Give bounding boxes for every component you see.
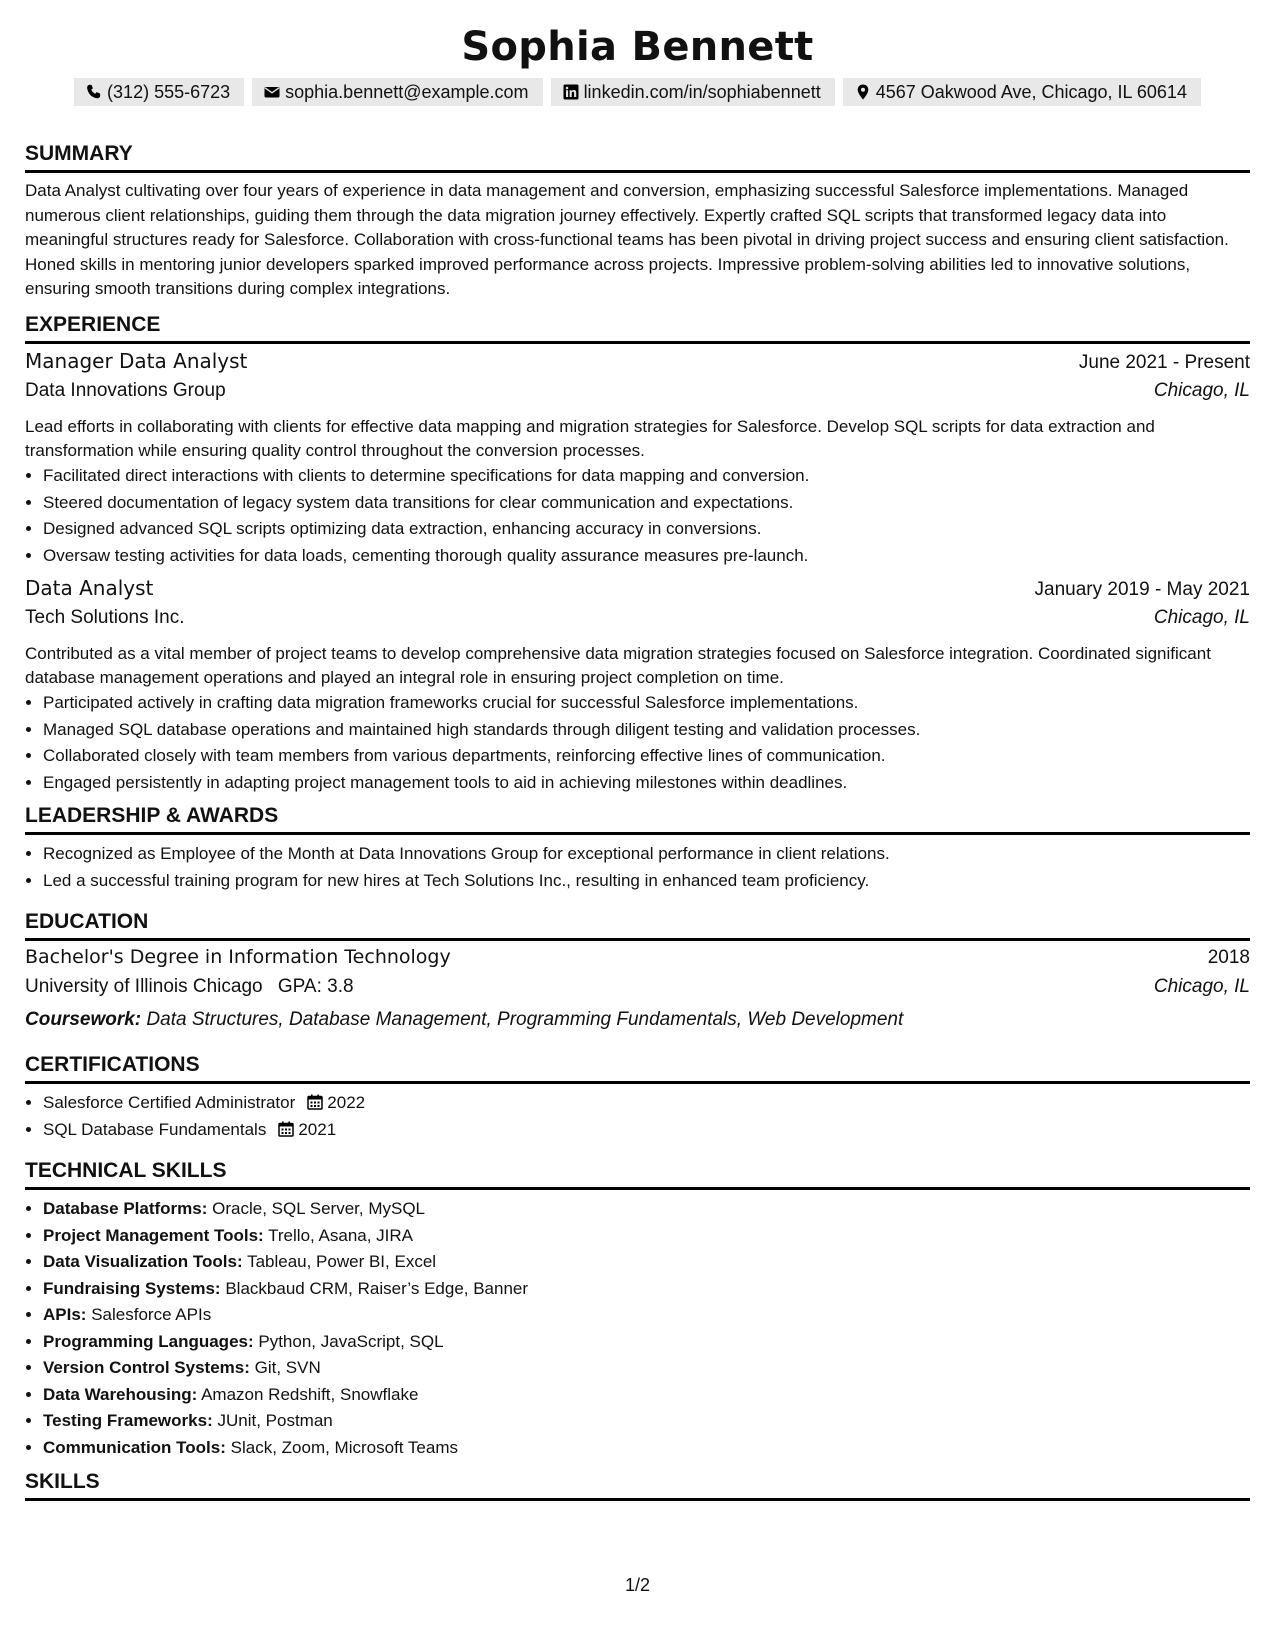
phone-icon bbox=[86, 84, 102, 100]
certification-year: 2022 bbox=[327, 1093, 366, 1112]
skill-category: Testing Frameworks: bbox=[43, 1411, 213, 1430]
list-item: • Collaborated closely with team members from various departments, reinforcing effective lines of communication. bbox=[43, 743, 1250, 770]
contact-address-text: 4567 Oakwood Ave, Chicago, IL 60614 bbox=[875, 81, 1187, 102]
contact-email-text[interactable]: sophia.bennett@example.com bbox=[285, 81, 529, 102]
contact-address bbox=[843, 78, 1201, 106]
education-heading: EDUCATION bbox=[25, 907, 1250, 941]
skill-category: Data Warehousing: bbox=[43, 1384, 198, 1404]
list-item bbox=[43, 1382, 1250, 1409]
certification-name: Salesforce Certified Administrator bbox=[43, 1093, 296, 1112]
contact-linkedin-text[interactable]: linkedin.com/in/sophiabennett bbox=[583, 81, 821, 102]
skill-category: Database Platforms: bbox=[43, 1199, 208, 1218]
skill-category: Data Visualization Tools: bbox=[43, 1252, 243, 1271]
list-item: • Designed advanced SQL scripts optimizing data extraction, enhancing accuracy in conversions. bbox=[43, 516, 1250, 543]
job-dates: June 2021 - Present bbox=[1078, 352, 1250, 373]
candidate-name: Sophia Bennett bbox=[461, 24, 814, 70]
contact-bar bbox=[25, 78, 1250, 108]
skill-category: Project Management Tools: bbox=[43, 1225, 264, 1245]
skill-values: Git, SVN bbox=[254, 1358, 321, 1377]
envelope-icon bbox=[264, 84, 280, 100]
skill-values: Amazon Redshift, Snowflake bbox=[201, 1384, 419, 1404]
experience-section bbox=[25, 310, 1250, 796]
page-number: 1/2 bbox=[624, 1575, 651, 1595]
skills-section bbox=[25, 1467, 1250, 1501]
job-title: Manager Data Analyst bbox=[25, 349, 248, 373]
summary-section bbox=[25, 139, 1250, 302]
skill-category: Programming Languages: bbox=[43, 1331, 254, 1351]
skill-values: Slack, Zoom, Microsoft Teams bbox=[230, 1437, 458, 1457]
certifications-section bbox=[25, 1050, 1250, 1143]
skill-values: JUnit, Postman bbox=[217, 1411, 333, 1430]
technical-skills-heading: TECHNICAL SKILLS bbox=[25, 1156, 1250, 1190]
list-item: • Led a successful training program for new hires at Tech Solutions Inc., resulting in enhanced team proficiency. bbox=[43, 868, 1250, 895]
job-entry bbox=[25, 576, 1250, 796]
contact-phone bbox=[74, 78, 244, 106]
list-item bbox=[43, 1090, 1250, 1117]
contact-email bbox=[252, 78, 542, 106]
skill-values: Python, JavaScript, SQL bbox=[258, 1331, 444, 1351]
technical-skills-section bbox=[25, 1156, 1250, 1461]
awards-section bbox=[25, 801, 1250, 894]
awards-list bbox=[25, 841, 1250, 894]
list-item: • Recognized as Employee of the Month at Data Innovations Group for exceptional performance in client relations. bbox=[43, 841, 1250, 868]
list-item: • Managed SQL database operations and maintained high standards through diligent testing and validation processes. bbox=[43, 717, 1250, 744]
list-item bbox=[43, 1302, 1250, 1329]
list-item bbox=[43, 1329, 1250, 1356]
list-item bbox=[43, 1249, 1250, 1276]
list-item bbox=[43, 1435, 1250, 1462]
contact-phone-text[interactable]: (312) 555-6723 bbox=[107, 81, 231, 102]
job-location: Chicago, IL bbox=[1153, 607, 1250, 628]
certification-year: 2021 bbox=[298, 1119, 337, 1139]
list-item bbox=[43, 1117, 1250, 1144]
skills-heading: SKILLS bbox=[25, 1467, 1250, 1501]
map-marker-icon bbox=[855, 84, 871, 100]
job-dates: January 2019 - May 2021 bbox=[1034, 579, 1250, 600]
skill-values: Trello, Asana, JIRA bbox=[268, 1225, 414, 1245]
linkedin-icon bbox=[563, 84, 579, 100]
job-location: Chicago, IL bbox=[1153, 380, 1250, 401]
awards-heading: LEADERSHIP & AWARDS bbox=[25, 801, 1250, 835]
certifications-heading: CERTIFICATIONS bbox=[25, 1050, 1250, 1084]
coursework bbox=[25, 1005, 1250, 1035]
list-item bbox=[43, 1196, 1250, 1223]
job-entry bbox=[25, 349, 1250, 569]
job-company: Tech Solutions Inc. bbox=[25, 607, 185, 628]
skill-values: Tableau, Power BI, Excel bbox=[247, 1252, 437, 1271]
skill-values: Salesforce APIs bbox=[91, 1305, 212, 1324]
gpa: GPA: 3.8 bbox=[277, 976, 354, 997]
list-item bbox=[43, 1276, 1250, 1303]
list-item bbox=[43, 1408, 1250, 1435]
job-description: Lead efforts in collaborating with clients for effective data mapping and migration strategies for Salesforce. Develop SQL scripts for data extraction and transformation while ensuring quality control throughout the conversion processes. bbox=[25, 417, 1155, 460]
job-title: Data Analyst bbox=[25, 576, 154, 600]
contact-linkedin bbox=[551, 78, 835, 106]
skill-values: Oracle, SQL Server, MySQL bbox=[212, 1199, 426, 1218]
resume-page bbox=[25, 0, 1250, 1493]
calendar-icon bbox=[307, 1092, 323, 1108]
job-bullets bbox=[25, 690, 1250, 796]
calendar-icon bbox=[278, 1119, 294, 1135]
skill-category: Version Control Systems: bbox=[43, 1358, 250, 1377]
skill-category: Fundraising Systems: bbox=[43, 1278, 221, 1298]
list-item: • Engaged persistently in adapting project management tools to aid in achieving milestones within deadlines. bbox=[43, 770, 1250, 797]
experience-heading: EXPERIENCE bbox=[25, 310, 1250, 344]
job-company: Data Innovations Group bbox=[25, 380, 226, 401]
list-item bbox=[43, 1223, 1250, 1250]
job-description: Contributed as a vital member of project teams to develop comprehensive data migration strategies focused on Salesforce integration. Coordinated significant database management operations and played an integral role in ensuring project completion on time. bbox=[25, 644, 1211, 687]
technical-skills-list bbox=[25, 1196, 1250, 1461]
degree-title: Bachelor's Degree in Information Technology bbox=[25, 946, 451, 968]
list-item: • Participated actively in crafting data migration frameworks crucial for successful Salesforce implementations. bbox=[43, 690, 1250, 717]
certification-name: SQL Database Fundamentals bbox=[43, 1119, 267, 1139]
coursework-label: Coursework: bbox=[25, 1009, 142, 1030]
list-item: • Oversaw testing activities for data loads, cementing thorough quality assurance measures pre-launch. bbox=[43, 543, 1250, 570]
list-item: • Steered documentation of legacy system data transitions for clear communication and expectations. bbox=[43, 490, 1250, 517]
education-section bbox=[25, 907, 1250, 1035]
skill-category: Communication Tools: bbox=[43, 1437, 226, 1457]
summary-text: Data Analyst cultivating over four years of experience in data management and conversion, emphasizing successful Salesforce implementations. Managed numerous client relationships, guiding them through the data migration journey effectively. Expertly crafted SQL scripts that transformed legacy data into meaningful structures ready for Salesforce. Collaboration with cross-functional teams has been pivotal in driving project success and ensuring client satisfaction. Honed skills in mentoring junior developers sparked improved performance across projects. Impressive problem-solving abilities led to innovative solutions, ensuring smooth transitions during complex integrations. bbox=[25, 181, 1229, 298]
list-item: • Facilitated direct interactions with clients to determine specifications for data mapping and conversion. bbox=[43, 463, 1250, 490]
summary-heading: SUMMARY bbox=[25, 139, 1250, 173]
coursework-list: Data Structures, Database Management, Programming Fundamentals, Web Development bbox=[146, 1009, 904, 1030]
list-item bbox=[43, 1355, 1250, 1382]
job-bullets bbox=[25, 463, 1250, 569]
certifications-list bbox=[25, 1090, 1250, 1143]
school-location: Chicago, IL bbox=[1153, 976, 1250, 997]
graduation-year: 2018 bbox=[1207, 947, 1250, 968]
skill-category: APIs: bbox=[43, 1305, 87, 1324]
skill-values: Blackbaud CRM, Raiser’s Edge, Banner bbox=[225, 1278, 529, 1298]
school-name: University of Illinois Chicago bbox=[25, 976, 263, 997]
